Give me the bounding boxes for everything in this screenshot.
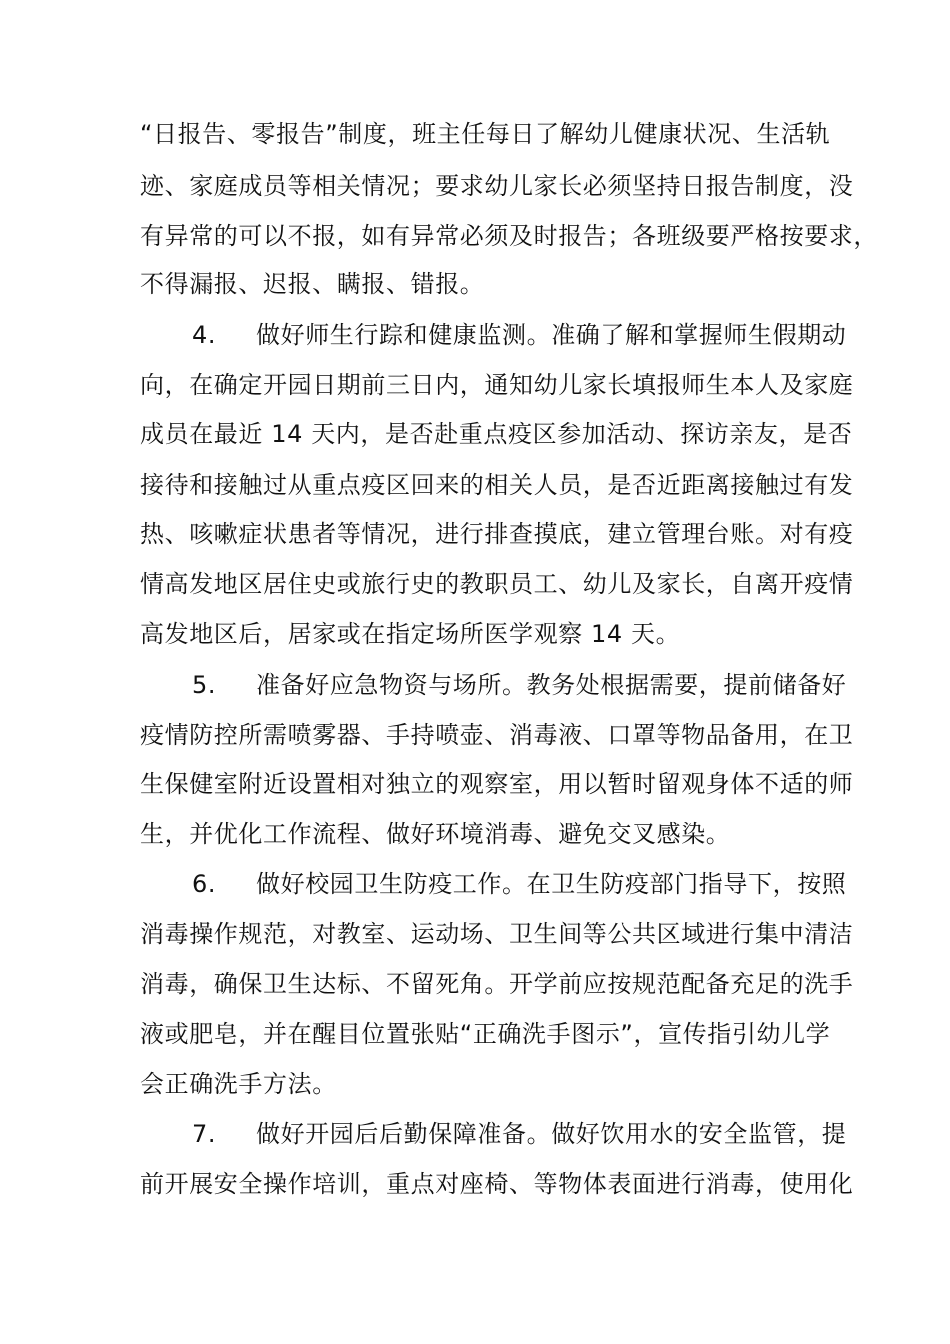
text-line: “日报告、零报告”制度，班主任每日了解幼儿健康状况、生活轨 xyxy=(140,120,831,148)
item-number: 4. xyxy=(192,321,217,349)
list-item-4 xyxy=(140,315,847,355)
text-line: 情高发地区居住史或旅行史的教职员工、幼儿及家长，自离开疫情 xyxy=(140,570,854,598)
text-line: 液或肥皂，并在醒目位置张贴“正确洗手图示”，宣传指引幼儿学 xyxy=(140,1020,831,1048)
text-line: 向，在确定开园日期前三日内，通知幼儿家长填报师生本人及家庭 xyxy=(140,371,854,399)
text-line: 成员在最近 14 天内，是否赴重点疫区参加活动、探访亲友，是否 xyxy=(140,420,853,448)
text-line: 会正确洗手方法。 xyxy=(140,1070,337,1098)
item-heading-line: 准备好应急物资与场所。教务处根据需要，提前储备好 xyxy=(256,671,847,699)
item-number: 5. xyxy=(192,671,217,699)
text-line: 疫情防控所需喷雾器、手持喷壶、消毒液、口罩等物品备用，在卫 xyxy=(140,721,854,749)
list-item-6 xyxy=(140,864,847,904)
item-heading-line: 做好校园卫生防疫工作。在卫生防疫部门指导下，按照 xyxy=(256,870,847,898)
item-heading-line: 做好开园后后勤保障准备。做好饮用水的安全监管，提 xyxy=(256,1120,847,1148)
item-heading-line: 做好师生行踪和健康监测。准确了解和掌握师生假期动 xyxy=(256,321,847,349)
list-item-5 xyxy=(140,665,847,705)
text-line: 迹、家庭成员等相关情况；要求幼儿家长必须坚持日报告制度，没 xyxy=(140,172,854,200)
text-line: 热、咳嗽症状患者等情况，进行排查摸底，建立管理台账。对有疫 xyxy=(140,520,854,548)
item-number: 7. xyxy=(192,1120,217,1148)
item-number: 6. xyxy=(192,870,217,898)
text-line: 不得漏报、迟报、瞒报、错报。 xyxy=(140,270,485,298)
text-line: 消毒，确保卫生达标、不留死角。开学前应按规范配备充足的洗手 xyxy=(140,970,854,998)
text-line: 生保健室附近设置相对独立的观察室，用以暂时留观身体不适的师 xyxy=(140,770,854,798)
text-line: 前开展安全操作培训，重点对座椅、等物体表面进行消毒，使用化 xyxy=(140,1170,854,1198)
text-line: 有异常的可以不报，如有异常必须及时报告；各班级要严格按要求， xyxy=(140,222,878,250)
text-line: 消毒操作规范，对教室、运动场、卫生间等公共区域进行集中清洁 xyxy=(140,920,854,948)
list-item-7 xyxy=(140,1114,847,1154)
text-line: 生，并优化工作流程、做好环境消毒、避免交叉感染。 xyxy=(140,820,731,848)
text-line: 高发地区后，居家或在指定场所医学观察 14 天。 xyxy=(140,620,681,648)
text-line: 接待和接触过从重点疫区回来的相关人员，是否近距离接触过有发 xyxy=(140,471,854,499)
